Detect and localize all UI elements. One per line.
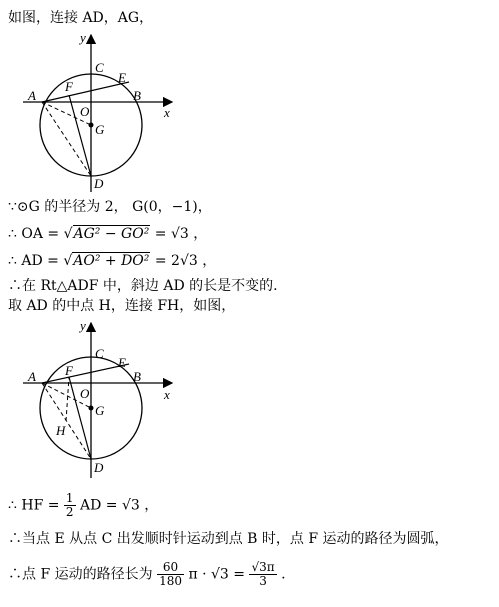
oa-line: ∴ OA = √AG² − GO² = √3 ， xyxy=(8,226,208,242)
label-e: E xyxy=(118,355,126,370)
label-y: y xyxy=(80,318,86,333)
path-length-prefix: ∴点 F 运动的路径长为 xyxy=(8,566,153,583)
arc-path-line: ∴当点 E 从点 C 出发顺时针运动到点 B 时，点 F 运动的路径为圆弧， xyxy=(8,531,449,547)
label-a: A xyxy=(28,369,36,384)
result-fraction xyxy=(249,561,276,588)
geometry-figure-1 xyxy=(20,30,190,195)
intro-line: 如图，连接 AD，AG， xyxy=(8,10,154,26)
label-b: B xyxy=(133,88,141,103)
ad-suffix: = 2√3 ， xyxy=(154,253,217,269)
label-f: F xyxy=(65,79,73,94)
hf-prefix: ∴ HF = xyxy=(8,497,60,514)
label-a: A xyxy=(28,88,36,103)
half-fraction xyxy=(64,492,76,519)
label-d: D xyxy=(94,176,104,191)
angle-denominator: 180 xyxy=(159,574,182,588)
oa-prefix: ∴ OA = xyxy=(8,226,60,242)
angle-fraction xyxy=(157,561,184,588)
label-h: H xyxy=(56,423,66,438)
point-g xyxy=(89,406,94,411)
hf-suffix: AD = √3 ， xyxy=(80,497,159,514)
midpoint-line: 取 AD 的中点 H，连接 FH，如图， xyxy=(8,298,236,314)
oa-suffix: = √3 ， xyxy=(154,226,208,242)
ad-line: ∴ AD = √AO² + DO² = 2√3 ， xyxy=(8,253,217,269)
half-denominator: 2 xyxy=(65,505,74,519)
label-y: y xyxy=(80,30,86,45)
label-d: D xyxy=(94,460,104,475)
radius-line: ∵⊙G 的半径为 2， G(0，−1)， xyxy=(8,199,212,215)
angle-numerator: 60 xyxy=(157,561,184,575)
line-ae xyxy=(42,364,129,383)
label-o: O xyxy=(80,104,90,119)
path-length-suffix: . xyxy=(281,566,286,583)
path-length-mid: π · √3 = xyxy=(188,566,245,583)
ad-prefix: ∴ AD = xyxy=(8,253,59,269)
result-denominator: 3 xyxy=(259,574,267,588)
line-ae xyxy=(42,82,129,102)
ad-radicand: AO² + DO² xyxy=(73,253,150,269)
label-x: x xyxy=(164,387,170,402)
label-c: C xyxy=(95,60,104,75)
rt-triangle-line: ∴在 Rt△ADF 中，斜边 AD 的长是不变的. xyxy=(8,278,278,294)
geometry-figure-2 xyxy=(20,318,190,483)
label-f: F xyxy=(65,363,73,378)
path-length-line xyxy=(8,561,286,588)
half-numerator: 1 xyxy=(65,491,74,505)
label-o: O xyxy=(80,386,90,401)
hf-line xyxy=(8,492,158,519)
label-g: G xyxy=(95,403,105,418)
label-b: B xyxy=(133,369,141,384)
label-e: E xyxy=(118,70,126,85)
label-c: C xyxy=(95,346,104,361)
result-numerator: √3π xyxy=(251,560,275,574)
point-g xyxy=(89,123,94,128)
label-x: x xyxy=(164,105,170,120)
oa-radicand: AG² − GO² xyxy=(73,226,150,242)
label-g: G xyxy=(95,122,105,137)
